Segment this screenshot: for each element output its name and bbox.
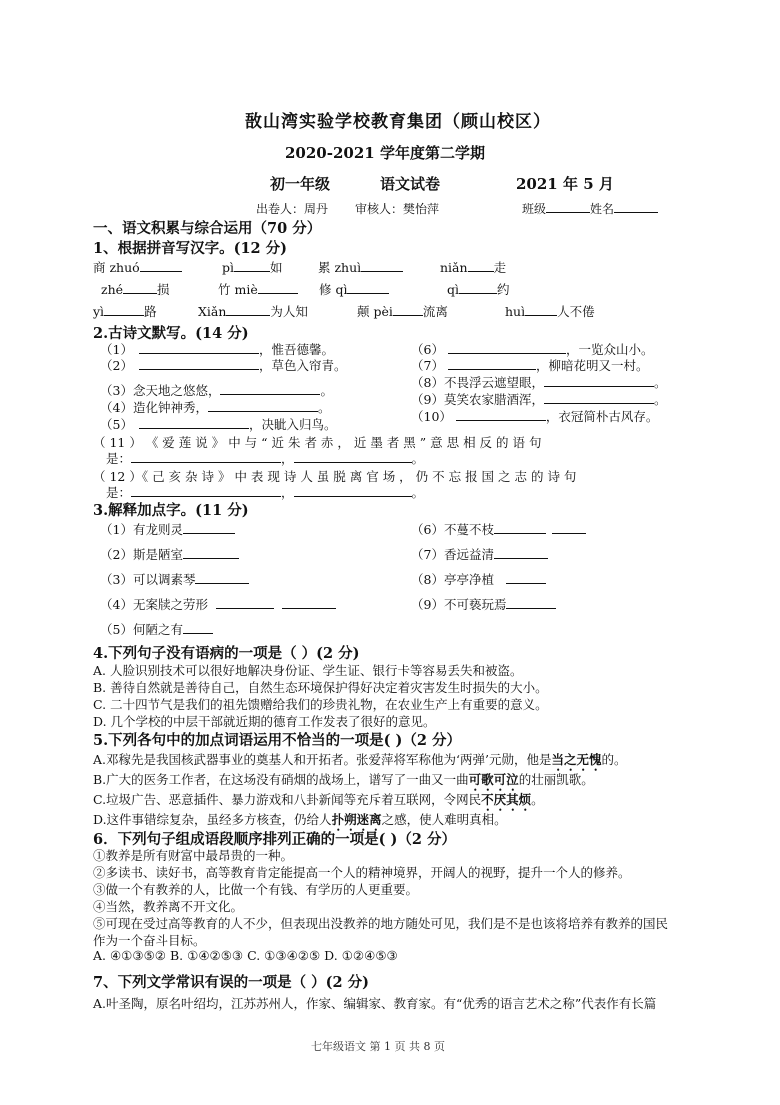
answer-blank[interactable] — [448, 357, 536, 370]
q2-item12-answer: 是： ， 。 — [106, 485, 425, 500]
q2-item10: （10） ，衣冠简朴古风存。 — [411, 409, 659, 424]
school-title: 敔山湾实验学校教育集团（顾山校区） — [245, 112, 551, 132]
q2-item6: （6） ，一览众山小。 — [411, 342, 654, 357]
q1-row3-b: Xiǎn 为人知 — [198, 304, 308, 319]
q1-row1-d: niǎn 走 — [440, 260, 507, 275]
answer-blank[interactable] — [140, 259, 182, 272]
q4-option-a: A. 人脸识别技术可以很好地解决身份证、学生证、银行卡等容易丢失和被盗。 — [93, 663, 523, 678]
q3-item1: （1）有龙则灵 — [100, 520, 235, 538]
answer-blank[interactable] — [123, 281, 157, 294]
q2-item2: （2） ，草色入帘青。 — [100, 358, 347, 373]
answer-blank[interactable] — [506, 596, 556, 609]
answer-blank[interactable] — [552, 521, 586, 534]
class-label: 班级 — [522, 202, 547, 216]
answer-blank[interactable] — [183, 546, 239, 559]
name-label: 姓名 — [590, 202, 615, 216]
answer-blank[interactable] — [282, 596, 336, 609]
answer-blank[interactable] — [459, 281, 497, 294]
answer-blank[interactable] — [494, 546, 548, 559]
answer-blank[interactable] — [494, 521, 546, 534]
answer-blank[interactable] — [183, 521, 235, 534]
q2-item8: （8）不畏浮云遮望眼， 。 — [411, 375, 667, 390]
part1-title: 一、语文积累与综合运用（70 分） — [93, 220, 322, 237]
answer-blank[interactable] — [183, 621, 213, 634]
q2-item5: （5） ，决眦入归鸟。 — [100, 417, 337, 432]
q3-title: 3.解释加点字。(11 分) — [93, 502, 249, 519]
q2-item11-prompt: （ 11 ） 《 爱 莲 说 》 中 与 “ 近 朱 者 赤 ， 近 墨 者 黑 ” 意 思 相 反 的 语 句 — [93, 435, 542, 450]
q3-item5: （5）何陋之有 — [100, 620, 213, 638]
answer-blank[interactable] — [544, 374, 654, 387]
q6-sentence-1: ①教养是所有财富中最昂贵的一种。 — [93, 848, 294, 863]
q1-row3-a: yì 路 — [93, 304, 157, 319]
answer-blank[interactable] — [195, 571, 249, 584]
answer-blank[interactable] — [139, 357, 259, 370]
page-footer: 七年级语文 第 1 页 共 8 页 — [311, 1040, 445, 1053]
q6-sentence-5: ⑤可现在受过高等教育的人不少，但表现出没教养的地方随处可见，我们是不是也该将培养有教养的国民 — [93, 916, 669, 931]
q3-item4: （4）无案牍之劳形 — [100, 595, 336, 613]
name-blank[interactable] — [614, 200, 658, 213]
q1-row2-b: 竹 miè — [218, 280, 298, 298]
answer-blank[interactable] — [347, 281, 389, 294]
q2-item9: （9）莫笑农家腊酒浑， 。 — [411, 392, 667, 407]
q6-sentence-3: ③做一个有教养的人，比做一个有钱、有学历的人更重要。 — [93, 882, 419, 897]
q2-item7: （7） ，柳暗花明又一村。 — [411, 358, 649, 373]
reviewer-line: 审核人：樊怡萍 — [355, 202, 440, 216]
q3-item9: （9）不可亵玩焉 — [411, 595, 556, 613]
q3-item8: （8）亭亭净植 — [411, 570, 546, 588]
term-title: 2020-2021 学年度第二学期 — [285, 144, 485, 162]
q2-item12-prompt: （ 12 ）《 己 亥 杂 诗 》 中 表 现 诗 人 虽 脱 离 官 场 ， 仍 不 忘 报 国 之 志 的 诗 句 — [93, 469, 577, 484]
class-blank[interactable] — [546, 200, 590, 213]
answer-blank[interactable] — [131, 484, 281, 497]
answer-blank[interactable] — [468, 259, 494, 272]
answer-blank[interactable] — [294, 450, 412, 463]
q7-option-a: A.叶圣陶，原名叶绍均，江苏苏州人，作家、编辑家、教育家。有“优秀的语言艺术之称”代表作有长篇 — [93, 996, 657, 1011]
q1-row2-d: qì 约 — [447, 282, 510, 297]
answer-blank[interactable] — [234, 259, 270, 272]
q4-option-b: B. 善待自然就是善待自己，自然生态环境保护得好决定着灾害发生时损失的大小。 — [93, 680, 548, 695]
q1-row1-b: pì 如 — [222, 260, 283, 275]
q4-title: 4.下列句子没有语病的一项是（ ）(2 分) — [93, 645, 360, 662]
q1-title: 1、根据拼音写汉字。(12 分) — [93, 240, 288, 257]
q6-sentence-2: ②多读书、读好书，高等教育肯定能提高一个人的精神境界，开阔人的视野，提升一个人的修养。 — [93, 865, 631, 880]
q4-option-c: C. 二十四节气是我们的祖先馈赠给我们的珍贵礼物，在农业生产上有重要的意义。 — [93, 697, 548, 712]
grade-label: 初一年级 — [270, 175, 331, 193]
answer-blank[interactable] — [448, 341, 566, 354]
q1-row3-d: huì 人不倦 — [505, 304, 595, 319]
answer-blank[interactable] — [525, 303, 557, 316]
q1-row2-a: zhé 损 — [101, 282, 170, 297]
q5-option-c: C.垃圾广告、恶意插件、暴力游戏和八卦新闻等充斥着互联网，令网民不厌其烦。 — [93, 792, 544, 807]
answer-blank[interactable] — [393, 303, 423, 316]
q3-item7: （7）香远益清 — [411, 545, 548, 563]
answer-blank[interactable] — [361, 259, 403, 272]
q6-sentence-4: ④当然，教养离不开文化。 — [93, 899, 244, 914]
q3-item6: （6）不蔓不枝 — [411, 520, 586, 538]
subject-label: 语文试卷 — [380, 175, 441, 193]
q1-row3-c: 颠 pèi 流离 — [357, 304, 448, 319]
q5-option-a: A.邓稼先是我国核武器事业的奠基人和开拓者。张爱萍将军称他为‘两弹’元勋，他是当之无愧的。 — [93, 752, 627, 767]
class-field — [522, 200, 658, 217]
answer-blank[interactable] — [208, 399, 318, 412]
q1-row2-c: 修 qì — [319, 280, 389, 298]
answer-blank[interactable] — [506, 571, 546, 584]
answer-blank[interactable] — [139, 341, 259, 354]
q3-item2: （2）斯是陋室 — [100, 545, 239, 563]
answer-blank[interactable] — [294, 484, 412, 497]
q6-title: 6．下列句子组成语段顺序排列正确的一项是( )（2 分） — [93, 831, 456, 848]
answer-blank[interactable] — [258, 281, 298, 294]
answer-blank[interactable] — [544, 391, 654, 404]
q5-option-d: D.这件事错综复杂，虽经多方核查，仍给人扑朔迷离之感，使人难明真相。 — [93, 812, 507, 827]
answer-blank[interactable] — [139, 416, 249, 429]
q1-row1-a: 商 zhuó — [93, 258, 182, 276]
q2-item1: （1） ，惟吾德馨。 — [100, 342, 334, 357]
answer-blank[interactable] — [220, 382, 320, 395]
q2-item11-answer: 是： ， 。 — [106, 451, 425, 466]
q2-item3: （3）念天地之悠悠， 。 — [100, 383, 333, 398]
q4-option-d: D. 几个学校的中层干部就近期的德育工作发表了很好的意见。 — [93, 714, 436, 729]
answer-blank[interactable] — [456, 408, 546, 421]
q5-title: 5.下列各句中的加点词语运用不恰当的一项是( )（2 分） — [93, 732, 462, 749]
q6-options: A. ④①③⑤② B. ①④②⑤③ C. ①③④②⑤ D. ①②④⑤③ — [93, 948, 398, 963]
q6-sentence-5-cont: 作为一个奋斗目标。 — [93, 933, 206, 948]
q2-item4: （4）造化钟神秀， 。 — [100, 400, 331, 415]
q1-row1-c: 累 zhuì — [318, 258, 403, 276]
exam-date: 2021 年 5 月 — [516, 175, 614, 193]
q7-title: 7、下列文学常识有误的一项是（ ）(2 分) — [93, 974, 369, 991]
author-line: 出卷人：周丹 — [256, 202, 329, 216]
answer-blank[interactable] — [104, 303, 144, 316]
q3-item3: （3）可以调素琴 — [100, 570, 249, 588]
q2-title: 2.古诗文默写。(14 分) — [93, 325, 249, 342]
answer-blank[interactable] — [226, 303, 270, 316]
answer-blank[interactable] — [131, 450, 281, 463]
answer-blank[interactable] — [216, 596, 274, 609]
q5-option-b: B.广大的医务工作者，在这场没有硝烟的战场上，谱写了一曲又一曲可歌可泣的壮丽凯歌。 — [93, 772, 594, 787]
